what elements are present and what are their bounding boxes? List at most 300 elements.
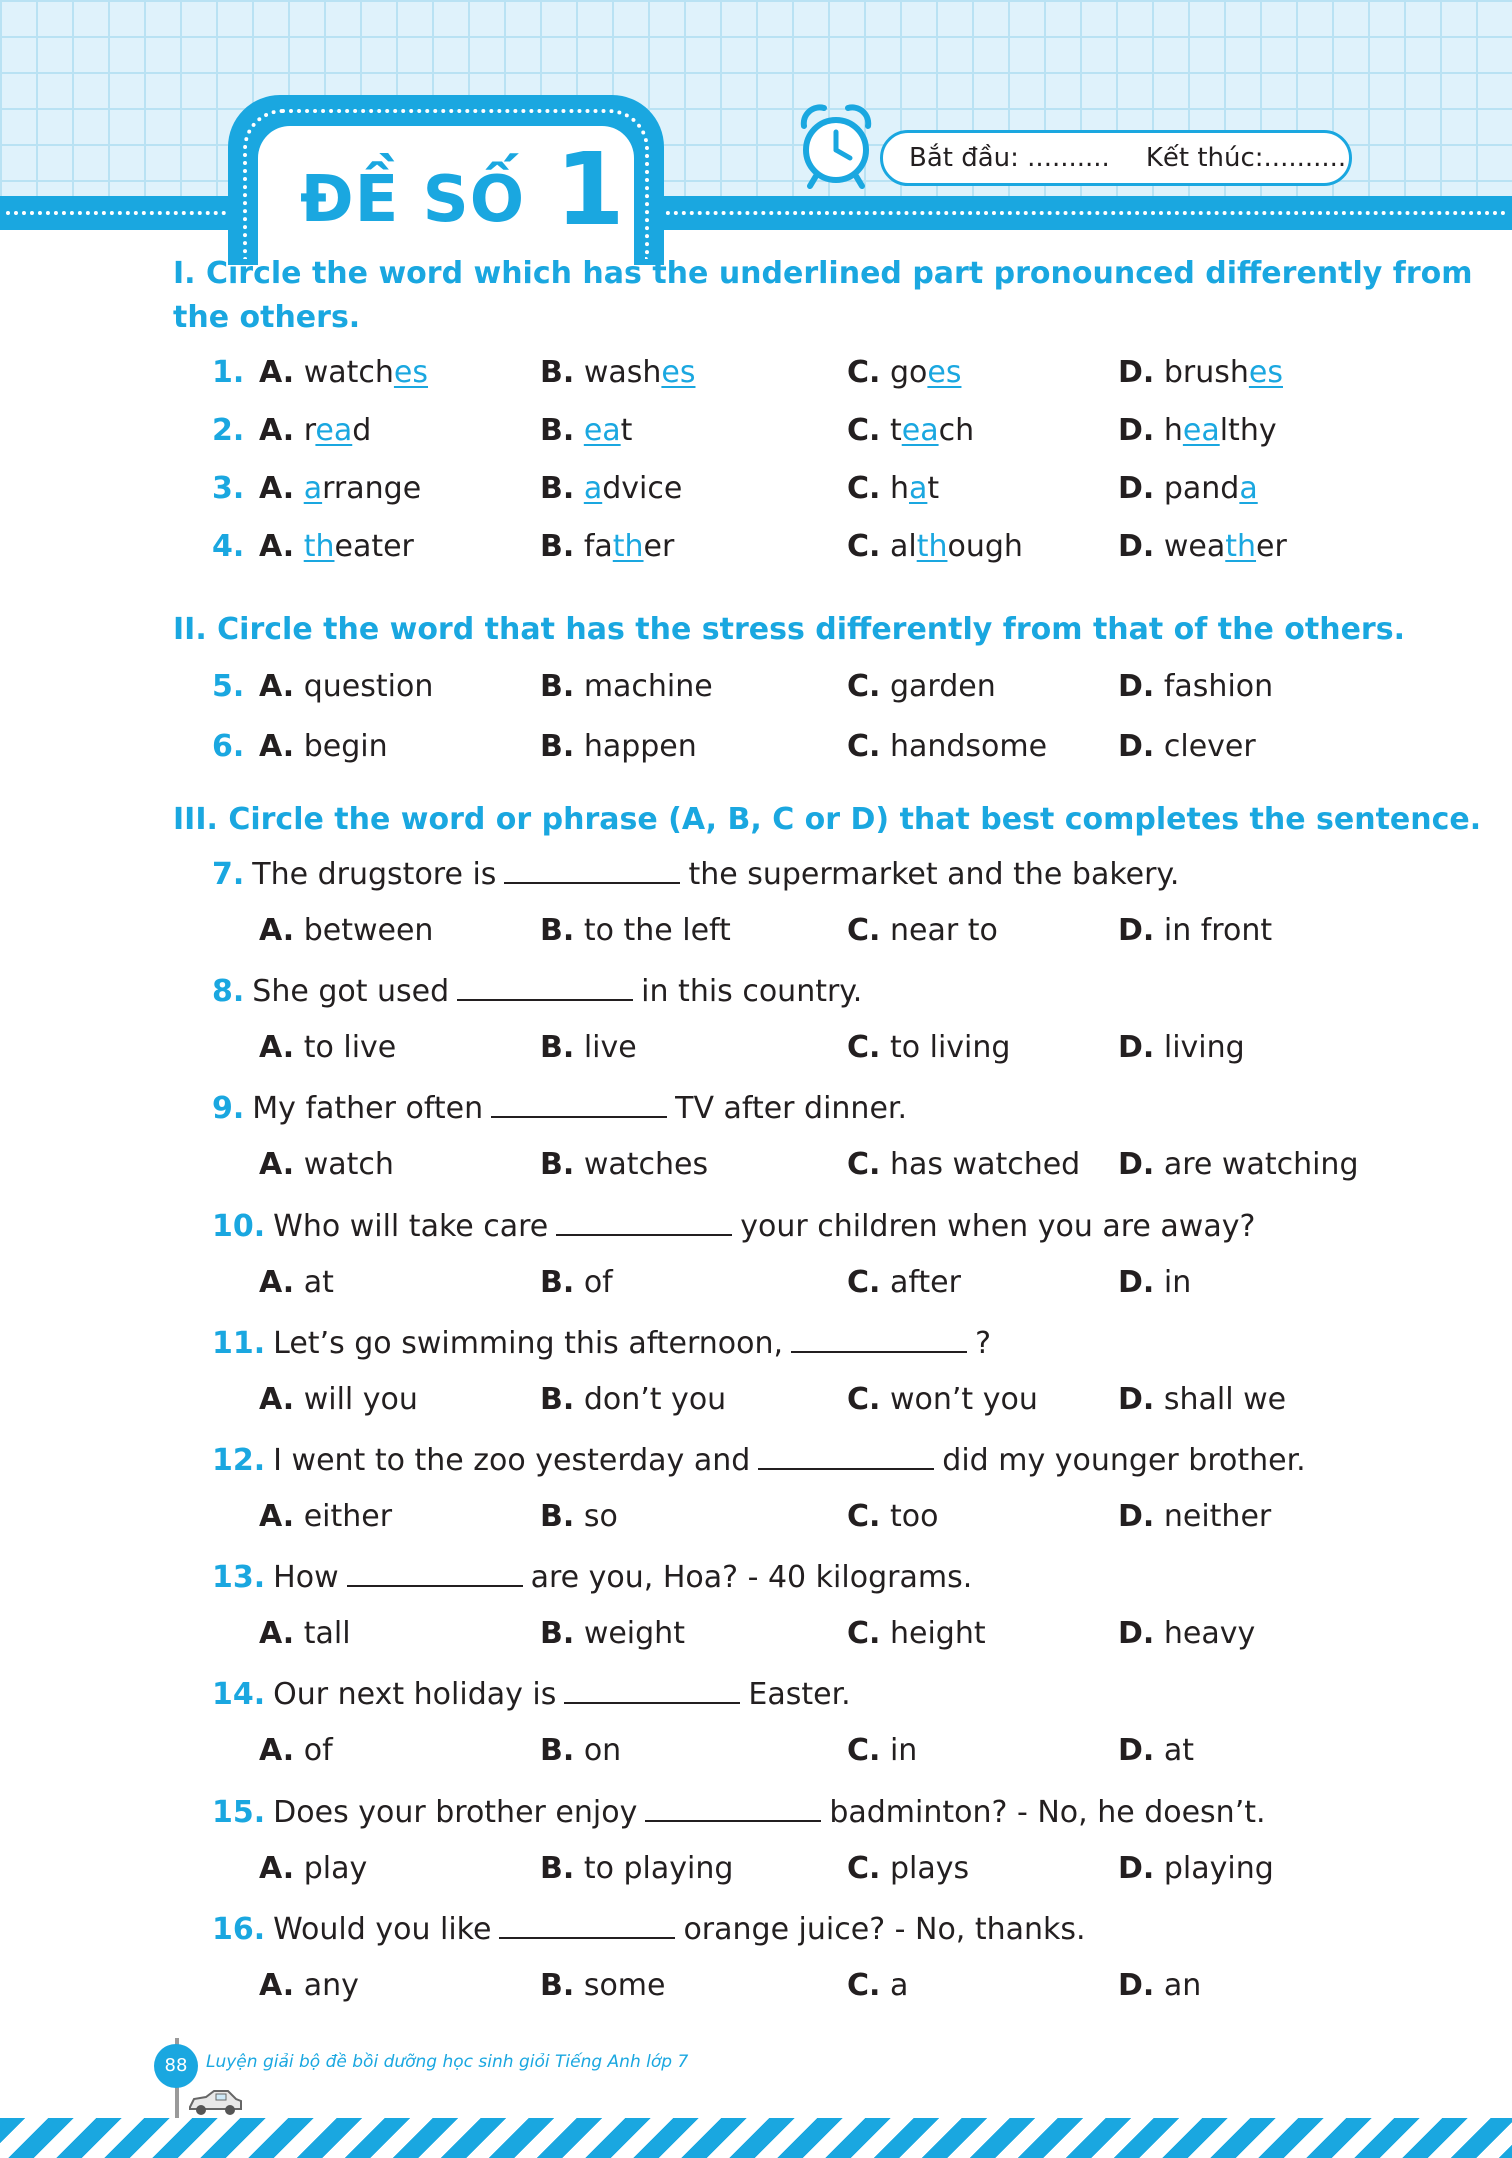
word-prefix: wea <box>1163 529 1226 564</box>
options-row <box>0 1142 1512 1188</box>
option <box>540 1142 708 1188</box>
option-word: plays <box>889 1850 970 1886</box>
option-letter: D. <box>1118 1967 1155 2003</box>
option <box>1118 1728 1194 1774</box>
question-number: 8. <box>212 974 245 1010</box>
underlined-part: ea <box>901 413 939 448</box>
sentence-start: My father often <box>252 1091 484 1127</box>
option <box>1118 408 1277 454</box>
question-text <box>212 1086 907 1132</box>
option-letter: A. <box>259 1147 295 1183</box>
option-letter: A. <box>259 471 295 506</box>
option-letter: B. <box>540 729 575 764</box>
word-prefix: h <box>1163 413 1183 448</box>
option <box>540 724 697 770</box>
question-text <box>212 1438 1306 1484</box>
option-word: any <box>303 1967 359 2003</box>
sentence-end: the supermarket and the bakery. <box>688 857 1180 892</box>
word-suffix: t <box>927 471 940 506</box>
option-letter: C. <box>847 471 881 506</box>
underlined-part: ea <box>1182 413 1220 448</box>
option-letter: B. <box>540 413 575 448</box>
option-letter: C. <box>847 1147 881 1183</box>
option-letter: B. <box>540 1264 575 1300</box>
option-word: after <box>889 1264 961 1300</box>
option-letter: A. <box>259 1850 295 1886</box>
option-letter: B. <box>540 355 575 390</box>
option <box>847 664 996 710</box>
answer-blank <box>791 1323 967 1353</box>
question-text <box>212 1204 1255 1250</box>
option-word: play <box>303 1850 368 1886</box>
option-word: live <box>583 1030 637 1066</box>
option <box>1118 466 1258 512</box>
option <box>847 1142 1080 1188</box>
word-prefix: pand <box>1163 471 1240 506</box>
option <box>259 1025 396 1071</box>
option-letter: D. <box>1118 355 1155 390</box>
question-row <box>0 724 1512 770</box>
option <box>540 1728 621 1774</box>
question-number: 2. <box>212 413 245 448</box>
options-row <box>0 1260 1512 1306</box>
underlined-part: th <box>1225 529 1257 564</box>
question-text <box>212 1790 1266 1836</box>
book-title: Luyện giải bộ đề bồi dưỡng học sinh giỏi Tiếng Anh lớp 7 <box>206 2052 689 2072</box>
option-letter: C. <box>847 413 881 448</box>
option <box>540 1260 613 1306</box>
question-number: 5. <box>212 669 245 704</box>
option <box>259 1142 394 1188</box>
time-box <box>880 130 1352 186</box>
question-number: 9. <box>212 1091 245 1127</box>
question-stem <box>0 1672 1512 1718</box>
options-row <box>0 1728 1512 1774</box>
option <box>540 908 731 954</box>
section-1-heading-line2: the others. <box>173 300 361 335</box>
answer-blank <box>758 1440 934 1470</box>
header-dotted-line-left <box>6 211 242 215</box>
option-letter: A. <box>259 1967 295 2003</box>
sentence-end: your children when you are away? <box>740 1208 1256 1244</box>
question-stem <box>0 1907 1512 1953</box>
option-letter: C. <box>847 1616 881 1652</box>
underlined-part: th <box>303 529 335 564</box>
options-row <box>0 1846 1512 1892</box>
word-suffix: dvice <box>602 471 683 506</box>
option-letter: C. <box>847 1381 881 1417</box>
question-row <box>0 664 1512 710</box>
title-prefix: ĐỀ SỐ <box>300 163 526 237</box>
option-word: shall we <box>1163 1381 1287 1417</box>
option-word: weight <box>583 1616 685 1652</box>
option-word: are watching <box>1163 1147 1359 1183</box>
option <box>540 1611 685 1657</box>
word-suffix: er <box>643 529 675 564</box>
option <box>259 908 433 954</box>
option-letter: A. <box>259 413 295 448</box>
question-number: 10. <box>212 1208 266 1244</box>
option-letter: C. <box>847 1850 881 1886</box>
option-word: an <box>1163 1967 1202 2003</box>
question-stem <box>0 969 1512 1015</box>
option-word: playing <box>1163 1850 1274 1886</box>
option-letter: A. <box>259 355 295 390</box>
option-letter: B. <box>540 1616 575 1652</box>
option <box>259 1611 351 1657</box>
question-number: 3. <box>212 471 245 506</box>
option-letter: B. <box>540 1381 575 1417</box>
option-word: living <box>1163 1030 1245 1066</box>
option <box>259 724 388 770</box>
section-1-heading-line1: I. Circle the word which has the underlined part pronounced differently from <box>173 256 1473 291</box>
options-row <box>0 1494 1512 1540</box>
question-stem <box>0 1555 1512 1601</box>
option-word: don’t you <box>583 1381 727 1417</box>
option-letter: D. <box>1118 1147 1155 1183</box>
word-suffix: d <box>352 413 372 448</box>
answer-blank <box>347 1557 523 1587</box>
question-text <box>212 852 1179 898</box>
sentence-start: Who will take care <box>273 1208 549 1244</box>
option <box>259 664 433 710</box>
option <box>1118 1142 1359 1188</box>
sentence-end: TV after dinner. <box>675 1091 908 1127</box>
option-word: to live <box>303 1030 397 1066</box>
option <box>1118 524 1287 570</box>
sentence-end: are you, Hoa? - 40 kilograms. <box>530 1560 973 1596</box>
option-letter: A. <box>259 1381 295 1417</box>
option-letter: B. <box>540 471 575 506</box>
option <box>847 1025 1010 1071</box>
option-word: to living <box>889 1030 1011 1066</box>
option <box>1118 350 1283 396</box>
sentence-start: She got used <box>252 974 450 1010</box>
option-letter: B. <box>540 913 575 948</box>
option <box>1118 1025 1245 1071</box>
sentence-start: How <box>273 1560 339 1596</box>
option-word: to playing <box>583 1850 734 1886</box>
underlined-part: es <box>393 355 429 390</box>
option-word: some <box>583 1967 666 2003</box>
option-letter: B. <box>540 1967 575 2003</box>
sentence-end: in this country. <box>641 974 863 1010</box>
option <box>847 1728 917 1774</box>
title-number: 1 <box>555 131 625 248</box>
option <box>847 1611 986 1657</box>
sentence-end: badminton? - No, he doesn’t. <box>829 1794 1266 1830</box>
option-letter: D. <box>1118 729 1155 764</box>
underlined-part: es <box>1248 355 1283 390</box>
underlined-part: a <box>583 471 603 506</box>
question-stem <box>0 1321 1512 1367</box>
option <box>259 524 414 570</box>
word-prefix: go <box>889 355 928 390</box>
option <box>847 1377 1038 1423</box>
options-row <box>0 1611 1512 1657</box>
sentence-start: Our next holiday is <box>273 1677 557 1713</box>
option-letter: B. <box>540 1147 575 1183</box>
option <box>540 408 632 454</box>
option <box>540 1846 733 1892</box>
word-suffix: er <box>1256 529 1287 564</box>
option-letter: B. <box>540 1499 575 1534</box>
option <box>847 724 1047 770</box>
option-letter: D. <box>1118 1499 1155 1534</box>
option-letter: C. <box>847 529 881 564</box>
option-word: on <box>583 1733 622 1769</box>
sentence-start: Does your brother enjoy <box>273 1794 638 1830</box>
options-row <box>0 1377 1512 1423</box>
answer-blank <box>564 1674 740 1704</box>
option-letter: A. <box>259 529 295 564</box>
option <box>259 1260 334 1306</box>
option-letter: C. <box>847 913 881 948</box>
question-number: 7. <box>212 857 245 892</box>
section-3-heading: III. Circle the word or phrase (A, B, C or D) that best completes the sentence. <box>173 802 1482 837</box>
option-letter: A. <box>259 1616 295 1652</box>
word-suffix: rrange <box>322 471 422 506</box>
option-letter: D. <box>1118 413 1155 448</box>
option-word: height <box>889 1616 986 1652</box>
question-number: 13. <box>212 1560 266 1596</box>
option-letter: C. <box>847 1499 881 1534</box>
header-dotted-line-right <box>650 211 1506 215</box>
option <box>847 1260 961 1306</box>
question-number: 16. <box>212 1911 266 1947</box>
option <box>259 1963 359 2009</box>
option <box>540 1377 726 1423</box>
page-number: 88 <box>154 2044 198 2088</box>
underlined-part: ea <box>315 413 353 448</box>
underlined-part: a <box>908 471 928 506</box>
word-prefix: fa <box>583 529 613 564</box>
sentence-end: did my younger brother. <box>942 1443 1306 1478</box>
option <box>259 1728 333 1774</box>
option-letter: C. <box>847 669 881 704</box>
option-word: a <box>889 1967 909 2003</box>
sentence-end: ? <box>975 1325 992 1361</box>
question-row <box>0 466 1512 512</box>
question-stem <box>0 1438 1512 1484</box>
options-row <box>0 1963 1512 2009</box>
option <box>847 466 939 512</box>
option-letter: C. <box>847 1967 881 2003</box>
option <box>1118 664 1273 710</box>
header-grid-background <box>0 0 1512 222</box>
option-letter: A. <box>259 1030 295 1066</box>
question-number: 15. <box>212 1794 266 1830</box>
option-letter: D. <box>1118 1030 1155 1066</box>
alarm-clock-icon <box>798 100 874 190</box>
option <box>1118 724 1256 770</box>
question-row <box>0 524 1512 570</box>
option <box>847 1494 938 1540</box>
answer-blank <box>504 854 680 884</box>
option <box>540 524 674 570</box>
start-time-label: Bắt đầu: .......... <box>909 143 1110 173</box>
option <box>847 1963 908 2009</box>
option-letter: C. <box>847 1733 881 1769</box>
underlined-part: ea <box>583 413 621 448</box>
option <box>259 1846 367 1892</box>
option-word: clever <box>1163 729 1256 764</box>
option-word: machine <box>583 669 713 704</box>
option-word: happen <box>583 729 697 764</box>
option-letter: D. <box>1118 1381 1155 1417</box>
question-row <box>0 350 1512 396</box>
option-letter: D. <box>1118 1733 1155 1769</box>
word-suffix: t <box>620 413 633 448</box>
question-text <box>212 1672 851 1718</box>
option-word: of <box>583 1264 613 1300</box>
question-number: 14. <box>212 1677 266 1713</box>
option <box>259 350 428 396</box>
word-suffix: ough <box>947 529 1023 564</box>
option <box>1118 1494 1271 1540</box>
underlined-part: th <box>916 529 948 564</box>
option-word: will you <box>303 1381 418 1417</box>
word-prefix: al <box>889 529 917 564</box>
option-letter: B. <box>540 529 575 564</box>
sentence-start: I went to the zoo yesterday and <box>273 1443 751 1478</box>
footer-stripe-band <box>0 2118 1512 2158</box>
word-prefix: r <box>303 413 316 448</box>
word-prefix: watch <box>303 355 394 390</box>
word-suffix: lthy <box>1219 413 1277 448</box>
option <box>540 466 682 512</box>
option-word: garden <box>889 669 996 704</box>
section-2-heading: II. Circle the word that has the stress differently from that of the others. <box>173 612 1405 647</box>
option <box>259 408 371 454</box>
option <box>1118 1611 1255 1657</box>
option <box>1118 1260 1191 1306</box>
option-letter: C. <box>847 1030 881 1066</box>
option-word: in <box>889 1733 918 1769</box>
answer-blank <box>556 1206 732 1236</box>
option <box>540 664 713 710</box>
option-word: watches <box>583 1147 709 1183</box>
option-word: near to <box>889 913 998 948</box>
option-letter: C. <box>847 1264 881 1300</box>
option <box>540 1963 665 2009</box>
question-number: 1. <box>212 355 245 390</box>
option <box>540 1025 637 1071</box>
word-suffix: eater <box>334 529 414 564</box>
option <box>847 408 974 454</box>
option <box>847 1846 969 1892</box>
question-row <box>0 408 1512 454</box>
option-word: handsome <box>889 729 1048 764</box>
option-letter: B. <box>540 1030 575 1066</box>
option-word: at <box>303 1264 334 1300</box>
question-stem <box>0 1086 1512 1132</box>
option-letter: D. <box>1118 913 1155 948</box>
option-letter: D. <box>1118 1264 1155 1300</box>
word-prefix: wash <box>583 355 662 390</box>
word-prefix: t <box>889 413 902 448</box>
option-letter: A. <box>259 1499 295 1534</box>
sentence-start: Would you like <box>273 1911 492 1947</box>
option-word: neither <box>1163 1499 1272 1534</box>
option-word: at <box>1163 1733 1195 1769</box>
option <box>259 466 421 512</box>
question-stem <box>0 1790 1512 1836</box>
question-stem <box>0 852 1512 898</box>
question-number: 4. <box>212 529 245 564</box>
question-text <box>212 969 862 1015</box>
option-word: question <box>303 669 434 704</box>
option-letter: B. <box>540 1850 575 1886</box>
option-word: tall <box>303 1616 351 1652</box>
answer-blank <box>645 1792 821 1822</box>
option-letter: C. <box>847 729 881 764</box>
page-title <box>300 131 625 248</box>
option <box>540 350 695 396</box>
option-word: begin <box>303 729 388 764</box>
options-row <box>0 1025 1512 1071</box>
option <box>259 1494 392 1540</box>
option-letter: D. <box>1118 471 1155 506</box>
option-letter: A. <box>259 1264 295 1300</box>
option-word: so <box>583 1499 618 1534</box>
option-letter: A. <box>259 669 295 704</box>
sentence-start: The drugstore is <box>252 857 497 892</box>
underlined-part: es <box>661 355 696 390</box>
sentence-end: orange juice? - No, thanks. <box>683 1911 1086 1947</box>
option-letter: B. <box>540 1733 575 1769</box>
word-prefix: h <box>889 471 909 506</box>
option <box>847 350 961 396</box>
option-word: has watched <box>889 1147 1081 1183</box>
question-text <box>212 1321 991 1367</box>
option-word: fashion <box>1163 669 1274 704</box>
option <box>1118 1963 1201 2009</box>
option-letter: D. <box>1118 1616 1155 1652</box>
option <box>1118 908 1272 954</box>
option <box>1118 1846 1274 1892</box>
answer-blank <box>457 971 633 1001</box>
option-letter: A. <box>259 729 295 764</box>
car-icon <box>186 2087 244 2117</box>
option-letter: A. <box>259 1733 295 1769</box>
option-letter: C. <box>847 355 881 390</box>
option-word: either <box>303 1499 393 1534</box>
option-word: watch <box>303 1147 394 1183</box>
option <box>540 1494 618 1540</box>
question-number: 12. <box>212 1443 266 1478</box>
option-letter: B. <box>540 669 575 704</box>
answer-blank <box>499 1909 675 1939</box>
option-word: won’t you <box>889 1381 1038 1417</box>
question-stem <box>0 1204 1512 1250</box>
option <box>259 1377 418 1423</box>
underlined-part: a <box>303 471 323 506</box>
option-letter: D. <box>1118 669 1155 704</box>
sentence-end: Easter. <box>748 1677 851 1713</box>
option <box>847 524 1023 570</box>
option <box>847 908 998 954</box>
option-letter: D. <box>1118 529 1155 564</box>
question-text <box>212 1907 1086 1953</box>
answer-blank <box>491 1088 667 1118</box>
option-word: in front <box>1163 913 1273 948</box>
options-row <box>0 908 1512 954</box>
option-word: too <box>889 1499 939 1534</box>
word-prefix: brush <box>1163 355 1249 390</box>
word-suffix: ch <box>938 413 975 448</box>
option-letter: A. <box>259 913 295 948</box>
